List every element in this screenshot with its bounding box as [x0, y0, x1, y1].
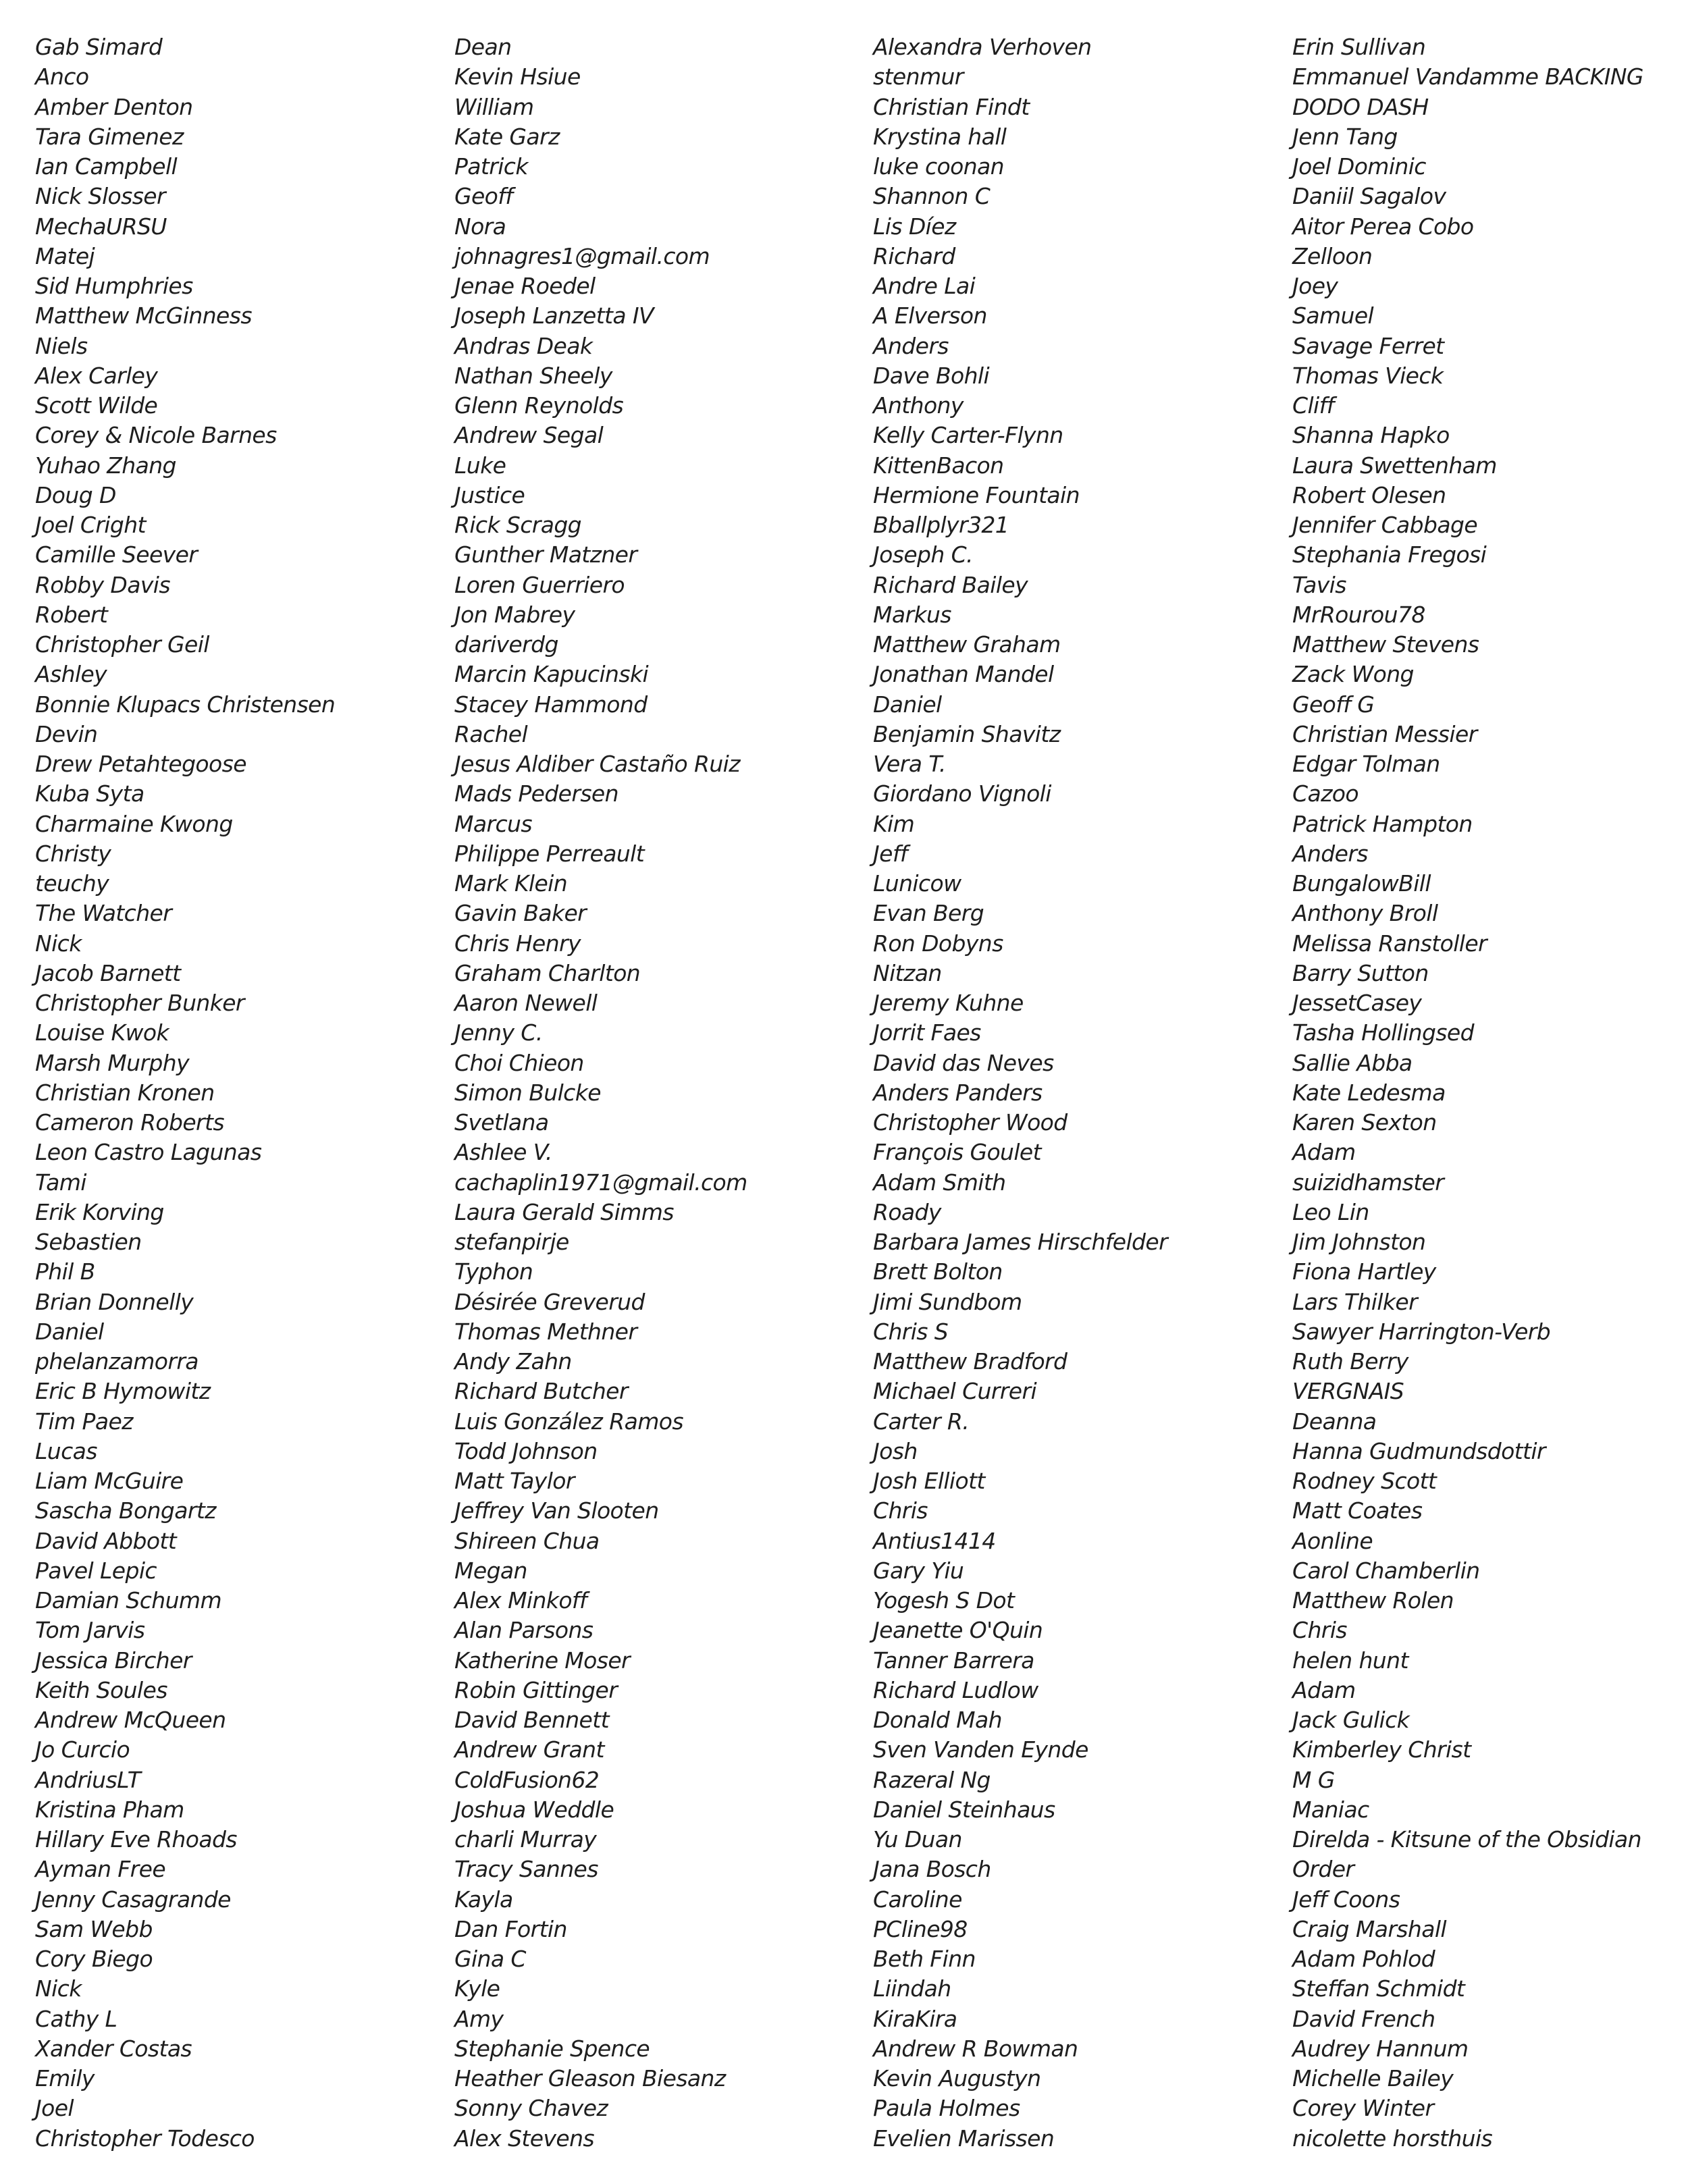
backer-name: Amber Denton — [35, 93, 193, 120]
backer-name: Shannon C — [873, 183, 991, 210]
backer-name: Antius1414 — [873, 1527, 996, 1554]
backer-name: Alex Carley — [35, 362, 158, 389]
backer-name: Nick — [35, 930, 82, 957]
backer-name: Bonnie Klupacs Christensen — [35, 691, 336, 718]
backer-name: Andy Zahn — [454, 1348, 572, 1375]
backer-name: Christian Messier — [1292, 720, 1477, 747]
backer-name: Gab Simard — [35, 34, 163, 60]
backer-name: Todd Johnson — [454, 1437, 598, 1464]
backer-name: Geoff G — [1292, 691, 1375, 718]
backer-name: Cathy L — [35, 2005, 117, 2032]
backer-name: JessetCasey — [1292, 990, 1422, 1016]
backer-name: Nora — [454, 213, 506, 240]
names-column-1 — [35, 32, 440, 2154]
backer-name: Kate Ledesma — [1292, 1079, 1446, 1106]
backer-name: Anders — [873, 332, 949, 359]
backer-name: Leon Castro Lagunas — [35, 1139, 262, 1166]
backer-name: Shireen Chua — [454, 1527, 600, 1554]
backer-name: Stephanie Spence — [454, 2035, 650, 2062]
backer-name: Jim Johnston — [1292, 1229, 1426, 1255]
backer-name: Thomas Methner — [454, 1318, 637, 1345]
backer-name: Kimberley Christ — [1292, 1736, 1471, 1763]
backer-name: Josh Elliott — [873, 1468, 985, 1494]
backer-name: Tom Jarvis — [35, 1617, 145, 1644]
backer-name: Matthew Graham — [873, 631, 1061, 658]
backer-name: Louise Kwok — [35, 1019, 169, 1046]
backer-name: Gunther Matzner — [454, 541, 637, 568]
backer-name: Dave Bohli — [873, 362, 990, 389]
backer-name: Sascha Bongartz — [35, 1497, 216, 1524]
backer-name: Evelien Marissen — [873, 2125, 1055, 2152]
backer-name: Melissa Ranstoller — [1292, 930, 1487, 957]
backer-name: Donald Mah — [873, 1707, 1002, 1733]
backer-name: Katherine Moser — [454, 1647, 631, 1674]
backer-name: suizidhamster — [1292, 1169, 1444, 1196]
backer-name: BungalowBill — [1292, 870, 1431, 897]
backer-name: Fiona Hartley — [1292, 1258, 1436, 1285]
backer-name: Christopher Wood — [873, 1109, 1067, 1136]
backer-name: Zelloon — [1292, 242, 1373, 269]
backer-name: Edgar Tolman — [1292, 751, 1440, 777]
backer-name: Joshua Weddle — [454, 1796, 614, 1823]
backer-name: Joel — [35, 2095, 74, 2122]
backer-name: Sid Humphries — [35, 273, 193, 299]
backer-name: Patrick — [454, 153, 528, 180]
backer-name: Hanna Gudmundsdottir — [1292, 1437, 1546, 1464]
backer-name: Aitor Perea Cobo — [1292, 213, 1474, 240]
backer-name: Matt Coates — [1292, 1497, 1423, 1524]
backer-name: Richard — [873, 242, 955, 269]
backer-name: Jeanette O'Quin — [873, 1617, 1043, 1644]
backer-name: Kuba Syta — [35, 780, 144, 807]
backer-name: Carol Chamberlin — [1292, 1557, 1480, 1584]
backer-name: Christopher Todesco — [35, 2125, 255, 2152]
backer-name: Alan Parsons — [454, 1617, 594, 1644]
backer-name: Anco — [35, 63, 89, 90]
backer-name: Patrick Hampton — [1292, 810, 1473, 837]
names-column-4 — [1292, 32, 1688, 2154]
backer-name: Kevin Augustyn — [873, 2065, 1041, 2092]
backer-name: Marsh Murphy — [35, 1049, 190, 1076]
backer-name: Stacey Hammond — [454, 691, 648, 718]
backer-name: Svetlana — [454, 1109, 549, 1136]
backer-name: Pavel Lepic — [35, 1557, 157, 1584]
backer-name: Keith Soules — [35, 1676, 167, 1703]
backer-name: Gary Yiu — [873, 1557, 964, 1584]
backer-name: Samuel — [1292, 302, 1374, 329]
backer-name: Loren Guerriero — [454, 571, 625, 598]
backer-name: Hermione Fountain — [873, 481, 1080, 508]
backer-name: M G — [1292, 1766, 1335, 1793]
backer-name: Richard Bailey — [873, 571, 1028, 598]
backer-name: Erin Sullivan — [1292, 34, 1426, 60]
backer-name: Gavin Baker — [454, 900, 587, 927]
backer-name: Emily — [35, 2065, 95, 2092]
backer-name: Chris Henry — [454, 930, 581, 957]
backer-name: Anthony Broll — [1292, 900, 1438, 927]
backer-name: Daniel — [873, 691, 942, 718]
backer-name: William — [454, 93, 534, 120]
backer-name: helen hunt — [1292, 1647, 1408, 1674]
backer-name: Rodney Scott — [1292, 1468, 1437, 1494]
backer-name: Christopher Bunker — [35, 990, 244, 1016]
backer-name: Christy — [35, 840, 111, 867]
backer-name: Christian Kronen — [35, 1079, 215, 1106]
backer-name: Evan Berg — [873, 900, 984, 927]
backer-name: Ashley — [35, 661, 107, 688]
backer-name: Tasha Hollingsed — [1292, 1019, 1474, 1046]
backer-name: Shanna Hapko — [1292, 422, 1450, 449]
backer-name: Jenn Tang — [1292, 123, 1398, 150]
backer-name: Nathan Sheely — [454, 362, 612, 389]
backer-name: Rachel — [454, 720, 528, 747]
backer-name: Chris S — [873, 1318, 949, 1345]
backer-name: Camille Seever — [35, 541, 198, 568]
backer-name: Anders — [1292, 840, 1368, 867]
backer-name: Sawyer Harrington-Verb — [1292, 1318, 1551, 1345]
backer-name: stefanpirje — [454, 1229, 569, 1255]
backer-name: dariverdg — [454, 631, 558, 658]
backer-name: Choi Chieon — [454, 1049, 584, 1076]
backer-name: Beth Finn — [873, 1946, 976, 1972]
backer-name: Daniel Steinhaus — [873, 1796, 1055, 1823]
backer-name: Christian Findt — [873, 93, 1030, 120]
backer-name: Caroline — [873, 1886, 962, 1913]
backer-name: Alex Minkoff — [454, 1587, 587, 1614]
backer-name: Sven Vanden Eynde — [873, 1736, 1088, 1763]
backer-name: Jack Gulick — [1292, 1707, 1410, 1733]
backer-name: Mads Pedersen — [454, 780, 618, 807]
backer-name: Tim Paez — [35, 1408, 133, 1435]
backer-name: Ian Campbell — [35, 153, 178, 180]
backer-name: Kim — [873, 810, 915, 837]
backer-name: Glenn Reynolds — [454, 392, 624, 419]
backer-name: Jimi Sundbom — [873, 1288, 1022, 1315]
backer-name: Aaron Newell — [454, 990, 598, 1016]
backer-name: Jeff — [873, 840, 907, 867]
backer-name: Liam McGuire — [35, 1468, 184, 1494]
backer-name: Drew Petahtegoose — [35, 751, 246, 777]
backer-name: David das Neves — [873, 1049, 1054, 1076]
backer-name: Graham Charlton — [454, 959, 641, 986]
backer-name: Lars Thilker — [1292, 1288, 1418, 1315]
backer-name: Kate Garz — [454, 123, 560, 150]
backer-name: Jeffrey Van Slooten — [454, 1497, 659, 1524]
backer-name: Robin Gittinger — [454, 1676, 618, 1703]
backer-name: David Abbott — [35, 1527, 177, 1554]
backer-name: Sebastien — [35, 1229, 142, 1255]
backer-name: Cory Biego — [35, 1946, 153, 1972]
backer-name: VERGNAIS — [1292, 1378, 1404, 1405]
backer-name: ColdFusion62 — [454, 1766, 600, 1793]
backer-name: Emmanuel Vandamme BACKING — [1292, 63, 1643, 90]
backer-name: Adam — [1292, 1139, 1356, 1166]
backer-name: Adam Smith — [873, 1169, 1006, 1196]
backer-name: Michael Curreri — [873, 1378, 1037, 1405]
backer-name: Heather Gleason Biesanz — [454, 2065, 726, 2092]
backer-name: Steffan Schmidt — [1292, 1975, 1465, 2002]
backer-name: Deanna — [1292, 1408, 1377, 1435]
backer-name: Jonathan Mandel — [873, 661, 1054, 688]
backer-name: Désirée Greverud — [454, 1288, 645, 1315]
backer-name: Markus — [873, 601, 951, 628]
backer-name: Jenae Roedel — [454, 273, 596, 299]
backer-name: Matthew Stevens — [1292, 631, 1479, 658]
backer-name: Tracy Sannes — [454, 1856, 598, 1883]
backer-name: Andrew R Bowman — [873, 2035, 1078, 2062]
backer-name: Cameron Roberts — [35, 1109, 224, 1136]
backer-name: Corey Winter — [1292, 2095, 1434, 2122]
backer-name: Christopher Geil — [35, 631, 209, 658]
backer-name: Craig Marshall — [1292, 1915, 1446, 1942]
backer-name: Vera T. — [873, 751, 946, 777]
backer-name: charli Murray — [454, 1826, 597, 1853]
backer-name: Matej — [35, 242, 95, 269]
backer-name: Erik Korving — [35, 1198, 164, 1225]
backer-name: MrRourou78 — [1292, 601, 1425, 628]
backer-name: KiraKira — [873, 2005, 957, 2032]
backer-name: Brett Bolton — [873, 1258, 1003, 1285]
backer-name: Jennifer Cabbage — [1292, 512, 1478, 538]
backer-name: Aonline — [1292, 1527, 1373, 1554]
backer-name: Yu Duan — [873, 1826, 962, 1853]
backer-name: Sonny Chavez — [454, 2095, 608, 2122]
backer-name: Robert — [35, 601, 108, 628]
backer-name: Brian Donnelly — [35, 1288, 194, 1315]
backer-name: Giordano Vignoli — [873, 780, 1051, 807]
backer-name: Nick — [35, 1975, 82, 2002]
backer-name: Anders Panders — [873, 1079, 1043, 1106]
backer-name: cachaplin1971@gmail.com — [454, 1169, 747, 1196]
backer-name: Order — [1292, 1856, 1354, 1883]
backer-name: Chris — [1292, 1617, 1347, 1644]
backer-name: Matthew Rolen — [1292, 1587, 1454, 1614]
backer-name: Tanner Barrera — [873, 1647, 1034, 1674]
backer-name: Matt Taylor — [454, 1468, 575, 1494]
backer-name: Marcus — [454, 810, 532, 837]
backer-name: Daniil Sagalov — [1292, 183, 1446, 210]
backer-name: Kayla — [454, 1886, 513, 1913]
backer-name: Xander Costas — [35, 2035, 192, 2062]
backer-name: Ayman Free — [35, 1856, 166, 1883]
backer-name: Barry Sutton — [1292, 959, 1429, 986]
backer-name: phelanzamorra — [35, 1348, 199, 1375]
backer-name: Niels — [35, 332, 88, 359]
backer-name: Anthony — [873, 392, 964, 419]
backer-name: Matthew McGinness — [35, 302, 252, 329]
backer-name: David French — [1292, 2005, 1435, 2032]
backer-name: A Elverson — [873, 302, 987, 329]
backer-name: Leo Lin — [1292, 1198, 1369, 1225]
backer-name: Jorrit Faes — [873, 1019, 981, 1046]
backer-name: Ron Dobyns — [873, 930, 1003, 957]
backer-name: Kelly Carter-Flynn — [873, 422, 1063, 449]
backer-name: Andre Lai — [873, 273, 976, 299]
backer-name: Robby Davis — [35, 571, 170, 598]
backer-name: Joel Dominic — [1292, 153, 1426, 180]
backer-name: Tami — [35, 1169, 86, 1196]
backer-name: Jon Mabrey — [454, 601, 575, 628]
backer-name: Laura Gerald Simms — [454, 1198, 674, 1225]
names-column-2 — [454, 32, 860, 2154]
backer-name: Simon Bulcke — [454, 1079, 601, 1106]
backer-name: Carter R. — [873, 1408, 970, 1435]
backer-name: Laura Swettenham — [1292, 452, 1497, 479]
backer-name: Chris — [873, 1497, 928, 1524]
backer-name: Typhon — [454, 1258, 533, 1285]
backer-name: Paula Holmes — [873, 2095, 1020, 2122]
backer-name: Stephania Fregosi — [1292, 541, 1487, 568]
backer-name: teuchy — [35, 870, 109, 897]
backer-name: Michelle Bailey — [1292, 2065, 1454, 2092]
backer-name: Roady — [873, 1198, 941, 1225]
backer-name: Rick Scragg — [454, 512, 582, 538]
backer-name: Geoff — [454, 183, 513, 210]
backer-name: Jo Curcio — [35, 1736, 130, 1763]
backer-name: stenmur — [873, 63, 964, 90]
backer-name: Richard Butcher — [454, 1378, 628, 1405]
backer-name: Lucas — [35, 1437, 97, 1464]
backer-name: Matthew Bradford — [873, 1348, 1067, 1375]
backer-name: David Bennett — [454, 1707, 609, 1733]
backer-name: Nick Slosser — [35, 183, 165, 210]
backer-name: Andras Deak — [454, 332, 593, 359]
backer-name: Richard Ludlow — [873, 1676, 1038, 1703]
backer-name: Daniel — [35, 1318, 104, 1345]
backer-name: Jenny Casagrande — [35, 1886, 231, 1913]
backer-name: Hillary Eve Rhoads — [35, 1826, 237, 1853]
backer-name: DODO DASH — [1292, 93, 1429, 120]
backer-name: Luis González Ramos — [454, 1408, 683, 1435]
backer-name: Phil B — [35, 1258, 95, 1285]
backer-name: Kevin Hsiue — [454, 63, 581, 90]
backer-name: Jessica Bircher — [35, 1647, 192, 1674]
backer-name: Ruth Berry — [1292, 1348, 1408, 1375]
backer-name: Luke — [454, 452, 506, 479]
backer-name: Marcin Kapucinski — [454, 661, 649, 688]
backer-name: Philippe Perreault — [454, 840, 645, 867]
backer-name: Joseph Lanzetta IV — [454, 302, 654, 329]
backer-name: Nitzan — [873, 959, 942, 986]
backer-name: Charmaine Kwong — [35, 810, 233, 837]
backer-name: Jenny C. — [454, 1019, 543, 1046]
backer-name: Scott Wilde — [35, 392, 158, 419]
backer-name: Gina C — [454, 1946, 526, 1972]
backer-name: Savage Ferret — [1292, 332, 1444, 359]
backer-name: Mark Klein — [454, 870, 568, 897]
backer-name: Bballplyr321 — [873, 512, 1009, 538]
backer-name: Andrew Segal — [454, 422, 604, 449]
backer-name: Direlda - Kitsune of the Obsidian — [1292, 1826, 1641, 1853]
backer-name: Robert Olesen — [1292, 481, 1446, 508]
backer-name: Ashlee V. — [454, 1139, 552, 1166]
backer-name: Eric B Hymowitz — [35, 1378, 211, 1405]
backer-name: Jacob Barnett — [35, 959, 181, 986]
backer-name: Lis Díez — [873, 213, 956, 240]
backer-name: Andrew Grant — [454, 1736, 604, 1763]
backer-name: AndriusLT — [35, 1766, 141, 1793]
backer-name: KittenBacon — [873, 452, 1004, 479]
backer-name: Devin — [35, 720, 98, 747]
backer-name: Dan Fortin — [454, 1915, 567, 1942]
backer-name: Audrey Hannum — [1292, 2035, 1469, 2062]
backer-name: Yogesh S Dot — [873, 1587, 1015, 1614]
backer-name: MechaURSU — [35, 213, 167, 240]
backer-name: Zack Wong — [1292, 661, 1414, 688]
backer-name: Jeremy Kuhne — [873, 990, 1024, 1016]
backer-name: Justice — [454, 481, 525, 508]
backer-name: Alexandra Verhoven — [873, 34, 1092, 60]
backer-name: Adam Pohlod — [1292, 1946, 1435, 1972]
backer-name: Megan — [454, 1557, 527, 1584]
backer-name: Razeral Ng — [873, 1766, 991, 1793]
names-column-3 — [873, 32, 1278, 2154]
backer-name: Liindah — [873, 1975, 951, 2002]
backer-name: Yuhao Zhang — [35, 452, 176, 479]
backer-name: Amy — [454, 2005, 504, 2032]
backer-name: Joseph C. — [873, 541, 973, 568]
backer-name: Jeff Coons — [1292, 1886, 1400, 1913]
backer-name: Alex Stevens — [454, 2125, 594, 2152]
backer-name: Damian Schumm — [35, 1587, 221, 1614]
backer-name: Jesus Aldiber Castaño Ruiz — [454, 751, 740, 777]
backer-name: Krystina hall — [873, 123, 1007, 150]
backer-name: Kyle — [454, 1975, 500, 2002]
backer-name: Andrew McQueen — [35, 1707, 226, 1733]
backer-name: johnagres1@gmail.com — [454, 242, 710, 269]
backer-name: Kristina Pham — [35, 1796, 184, 1823]
backer-name: Sam Webb — [35, 1915, 153, 1942]
backer-name: Dean — [454, 34, 512, 60]
backer-name: Jana Bosch — [873, 1856, 991, 1883]
backer-name: Cazoo — [1292, 780, 1359, 807]
backer-name: Benjamin Shavitz — [873, 720, 1061, 747]
backer-name: Corey & Nicole Barnes — [35, 422, 277, 449]
backer-name: nicolette horsthuis — [1292, 2125, 1493, 2152]
backer-name: Tara Gimenez — [35, 123, 184, 150]
backer-name: PCline98 — [873, 1915, 968, 1942]
backer-name: Josh — [873, 1437, 918, 1464]
backer-name: luke coonan — [873, 153, 1004, 180]
backer-name: Cliff — [1292, 392, 1334, 419]
backer-name: Thomas Vieck — [1292, 362, 1444, 389]
backer-name: Adam — [1292, 1676, 1356, 1703]
backer-name: Barbara James Hirschfelder — [873, 1229, 1168, 1255]
backer-name: The Watcher — [35, 900, 172, 927]
backer-name: Doug D — [35, 481, 116, 508]
backer-name: François Goulet — [873, 1139, 1041, 1166]
backer-name: Lunicow — [873, 870, 961, 897]
backer-name: Maniac — [1292, 1796, 1369, 1823]
backer-name: Sallie Abba — [1292, 1049, 1413, 1076]
backer-name: Joel Cright — [35, 512, 146, 538]
backer-name: Karen Sexton — [1292, 1109, 1437, 1136]
backer-name: Tavis — [1292, 571, 1346, 598]
backer-name: Joey — [1292, 273, 1338, 299]
